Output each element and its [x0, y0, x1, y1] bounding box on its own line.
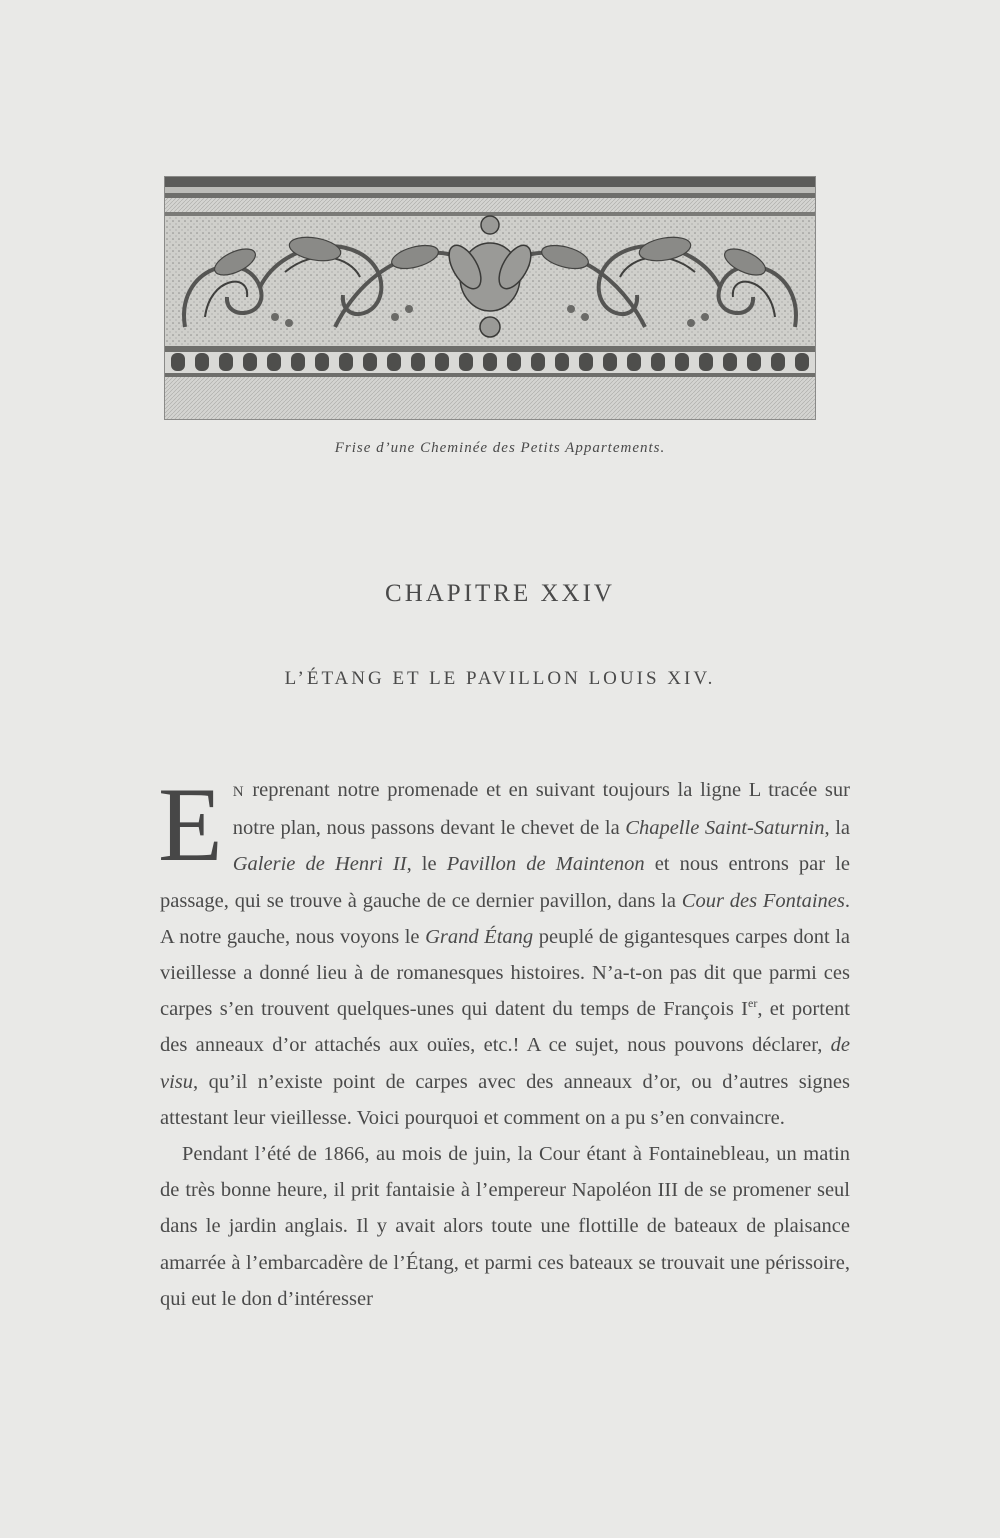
place-name: Grand Étang [425, 925, 534, 948]
chapter-body [158, 766, 851, 1317]
place-name: Chapelle Saint-Saturnin [625, 817, 825, 840]
illustration-caption: Frise d’une Cheminée des Petits Appartements. [334, 440, 666, 456]
text-run: . A notre gauche, nous voyons le [160, 889, 850, 948]
paragraph-2: Pendant l’été de 1866, au mois de juin, la Cour étant à Fontainebleau, un matin de très bonne heure, il prit fantaisie à l’empereur Napoléon III de se promener seul dans le jardin anglais. Il y avait alors toute une flottille de bateaux de plaisance amarrée à l’embarcadère de l’Étang, et parmi ces bateaux se trouvait une périssoire, qui eut le don d’intéresser [160, 1143, 850, 1310]
latin-phrase: de visu [160, 1034, 850, 1093]
superscript: er [748, 996, 758, 1011]
text-run: , le [406, 853, 447, 876]
ornament-illustration [165, 177, 815, 419]
drop-cap: E [158, 766, 223, 883]
chapter-subtitle: L’ÉTANG ET LE PAVILLON LOUIS XIV. [284, 668, 716, 689]
text-run: peuplé de gigantesques carpes dont la vieillesse a donné lieu à de romanesques histoires. N’a-t-on pas dit que parmi ces carpes s’en trouvent quelques-unes qui datent du temps de François I [160, 925, 851, 1021]
lead-word-rest: N [232, 784, 245, 800]
paragraph-1 [158, 766, 851, 1136]
text-run: , qu’il n’existe point de carpes avec des anneaux d’or, ou d’autres signes attestant leur vieillesse. Voici pourquoi et comment on a pu s’en convaincre. [160, 1070, 850, 1129]
text-run: , la [824, 817, 851, 840]
place-name: Cour des Fontaines [681, 889, 845, 912]
text-run: , et portent des anneaux d’or attachés aux ouïes, etc.! A ce sujet, nous pouvons déclarer, [160, 998, 850, 1057]
frieze-engraving [164, 176, 816, 420]
text-run: et nous entrons par le passage, qui se trouve à gauche de ce dernier pavillon, dans la [160, 853, 851, 912]
place-name: Pavillon de Maintenon [446, 853, 645, 876]
text-run: reprenant notre promenade et en suivant toujours la ligne L tracée sur notre plan, nous passons devant le chevet de la [232, 779, 850, 840]
chapter-title: CHAPITRE XXIV [385, 580, 615, 607]
place-name: Galerie de Henri II [232, 853, 407, 876]
